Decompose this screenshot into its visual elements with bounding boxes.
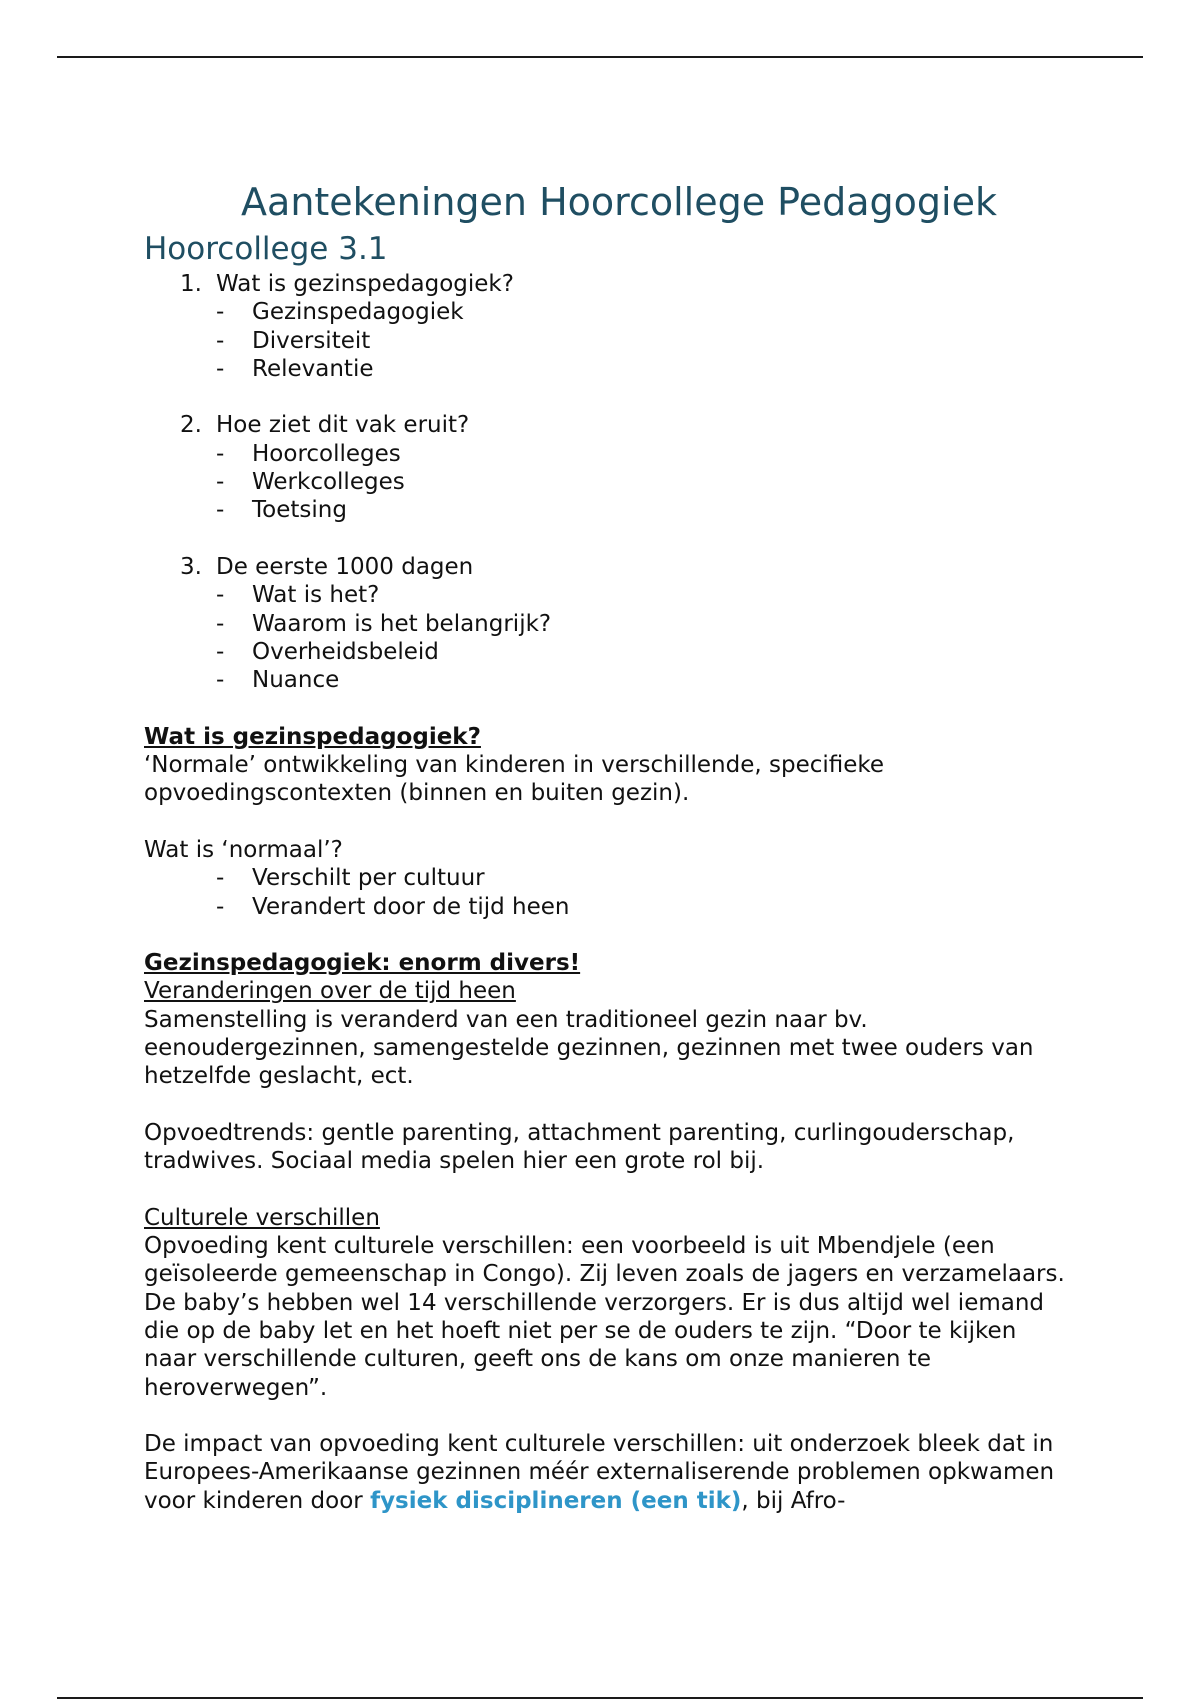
- outline-item: [144, 553, 1074, 694]
- paragraph: Opvoedtrends: gentle parenting, attachment parenting, curlingouderschap, tradwives. Sociaal media spelen hier een grote rol bij.: [144, 1119, 1015, 1175]
- bullet-item: - Verandert door de tijd heen: [216, 893, 570, 920]
- outline-subitem: - Werkcolleges: [216, 469, 405, 496]
- outline-item: [144, 411, 1074, 524]
- outline-number: 1.: [180, 271, 202, 297]
- outline-subitem: - Hoorcolleges: [216, 440, 401, 467]
- outline-subitem: - Relevantie: [216, 355, 374, 382]
- paragraph: Wat is ‘normaal’?: [144, 836, 343, 863]
- paragraph: ‘Normale’ ontwikkeling van kinderen in verschillende, specifieke opvoedingscontexten (binnen en buiten gezin).: [144, 752, 885, 807]
- outline-item: [144, 270, 1074, 383]
- section-heading: Wat is gezinspedagogiek?: [144, 723, 481, 750]
- lecture-subtitle: Hoorcollege 3.1: [144, 231, 388, 267]
- outline-text: Hoe ziet dit vak eruit?: [216, 412, 470, 439]
- outline-subitem: - Diversiteit: [216, 327, 371, 354]
- outline-subitem: - Toetsing: [216, 497, 347, 524]
- bullet-item: - Verschilt per cultuur: [216, 865, 485, 892]
- paragraph: De impact van opvoeding kent culturele verschillen: uit onderzoek bleek dat in Europees-Amerikaanse gezinnen méér externaliserende problemen opkwamen voor kinderen door fysiek disciplineren (een tik), bij Afro-: [144, 1431, 1055, 1514]
- outline-text: De eerste 1000 dagen: [216, 553, 474, 580]
- bottom-rule: [57, 1697, 1143, 1699]
- outline-subitem: - Overheidsbeleid: [216, 638, 439, 665]
- section-heading: Gezinspedagogiek: enorm divers!: [144, 950, 581, 977]
- outline-subitem: - Wat is het?: [216, 582, 380, 609]
- top-rule: [57, 56, 1143, 58]
- outline-subitem: - Waarom is het belangrijk?: [216, 610, 552, 637]
- outline-subitem: - Nuance: [216, 667, 340, 694]
- outline-subitem: - Gezinspedagogiek: [216, 299, 464, 326]
- paragraph: Opvoeding kent culturele verschillen: een voorbeeld is uit Mbendjele (een geïsoleerde gemeenschap in Congo). Zij leven zoals de jagers en verzamelaars. De baby’s hebben wel 14 verschillende verzorgers. Er is dus altijd wel iemand die op de baby let en het hoeft niet per se de ouders te zijn. “Door te kijken naar verschillende culturen, geeft ons de kans om onze manieren te heroverwegen”.: [144, 1233, 1065, 1401]
- subsection-heading: Culturele verschillen: [144, 1204, 380, 1231]
- paragraph: Samenstelling is veranderd van een traditioneel gezin naar bv. eenoudergezinnen, samengestelde gezinnen, gezinnen met twee ouders van hetzelfde geslacht, ect.: [144, 1006, 1034, 1090]
- outline-list: [144, 270, 1074, 694]
- outline-number: 2.: [180, 412, 202, 439]
- document-title: Aantekeningen Hoorcollege Pedagogiek: [241, 180, 997, 224]
- outline-text: Wat is gezinspedagogiek?: [216, 271, 514, 297]
- highlighted-term: fysiek disciplineren (een tik): [370, 1487, 742, 1514]
- subsection-heading: Veranderingen over de tijd heen: [144, 978, 516, 1005]
- document-body: [144, 176, 1074, 1515]
- outline-number: 3.: [180, 553, 202, 580]
